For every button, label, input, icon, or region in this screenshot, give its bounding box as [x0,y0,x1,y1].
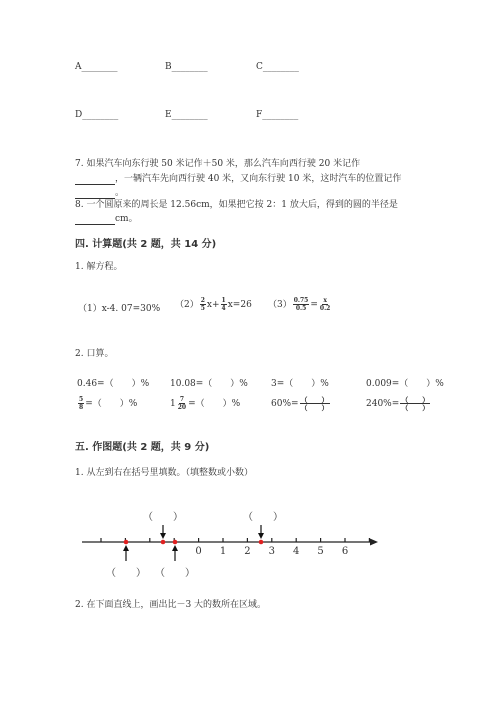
point-1 [124,540,129,545]
tick-label-5: 5 [317,546,324,557]
blank-e-line[interactable]: ________ [171,110,208,120]
tick-label-6: 6 [341,546,349,557]
paren-top-2[interactable]: （ ） [243,512,283,523]
oral-r2-c2-rest: =（ ）% [188,399,241,409]
up-arrow-1-head [123,545,129,551]
tick-label-0: 0 [195,546,202,557]
eq2-prefix: （2） [175,300,199,310]
oral-r2-c4-num: （ ） [401,395,430,404]
section4-title: 四. 计算题(共 2 题，共 14 分) [75,239,217,250]
point-3 [173,540,178,545]
paren-bottom-1[interactable]: （ ） [106,568,146,579]
section5-title: 五. 作图题(共 2 题，共 9 分) [75,442,210,453]
blank-a-line[interactable]: ________ [81,62,118,72]
oral-r2-c3-den: （ ） [300,403,329,412]
oral-r2-c2-whole: 1 [170,399,176,409]
letter-d: D [75,110,83,120]
tick-label-2: 2 [244,546,251,557]
oral-r2-c2-den: 20 [177,404,187,411]
eq3-f2-den: 0.2 [319,305,331,312]
letter-e: E [165,110,172,120]
eq2-f1-den: 5 [200,305,205,312]
oral-r2-c3-prefix: 60%= [271,399,299,409]
q7-line3-end: 。 [115,188,125,198]
q8-unit: cm。 [115,214,138,224]
q7-line2-text: ，一辆汽车先向西行驶 40 米，又向东行驶 10 米，这时汽车的位置记作 [115,174,402,184]
blank-d-line[interactable]: ________ [82,110,119,120]
blank-f-line[interactable]: ________ [262,110,299,120]
tick-label-3: 3 [268,546,275,557]
blank-c-line[interactable]: ________ [262,62,299,72]
eq3-prefix: （3） [268,300,292,310]
section4-q1-title: 1. 解方程。 [75,262,123,272]
eq2-mid: x+ [206,300,220,310]
point-2 [161,540,166,545]
section5-q2-title: 2. 在下面直线上，画出比－3 大的数所在区域。 [75,600,267,610]
eq2-f1-num: 2 [200,297,205,304]
eq3-f1-den: 0.5 [295,305,307,312]
q8-line1: 8. 一个圆原来的周长是 12.56cm，如果把它按 2：1 放大后，得到的圆的半径是 [75,200,398,210]
q7-line1: 7. 如果汽车向东行驶 50 米记作＋50 米，那么汽车向西行驶 20 米记作 [75,159,361,169]
equation-1: （1）x-4. 07=30% [78,304,161,314]
eq2-f2-den: 4 [221,305,226,312]
section5-q1-title: 1. 从左到右在括号里填数。（填整数或小数） [75,468,253,478]
oral-r1-c4: 0.009=（ ）% [366,379,444,389]
tick-label-4: 4 [293,546,300,557]
oral-r1-c1: 0.46=（ ）% [77,379,150,389]
eq2-f2-num: 1 [221,297,226,304]
letter-a: A [75,62,82,72]
eq3-equals: = [310,300,318,310]
eq2-end: x=26 [227,300,252,310]
letter-b: B [165,62,172,72]
letter-c: C [256,62,263,72]
tick-label-1: 1 [219,546,227,557]
section4-q2-title: 2. 口算。 [75,349,114,359]
oral-r2-c3-num: （ ） [300,395,329,404]
oral-r1-c3: 3=（ ）% [271,379,329,389]
paren-bottom-2[interactable]: （ ） [155,568,195,579]
oral-r2-c1-den: 8 [79,404,84,411]
number-line-labels [195,546,348,557]
oral-r2-c1-rest: =（ ）% [85,399,138,409]
point-4 [259,540,264,545]
paren-top-1[interactable]: （ ） [143,512,183,523]
oral-r2-c4-den: （ ） [401,403,430,412]
oral-r2-c4-prefix: 240%= [366,399,400,409]
oral-r2-c2-num: 7 [179,396,184,403]
letter-f: F [256,110,263,120]
blank-b-line[interactable]: ________ [171,62,208,72]
eq3-f1-num: 0.75 [293,297,309,304]
oral-r1-c2: 10.08=（ ）% [170,379,248,389]
oral-r2-c1-num: 5 [79,396,84,403]
number-line-arrowhead [370,539,378,546]
eq3-f2-num: x [323,297,327,304]
down-arrow-2-head [258,533,264,539]
down-arrow-1-head [160,533,166,539]
up-arrow-2-head [172,545,178,551]
